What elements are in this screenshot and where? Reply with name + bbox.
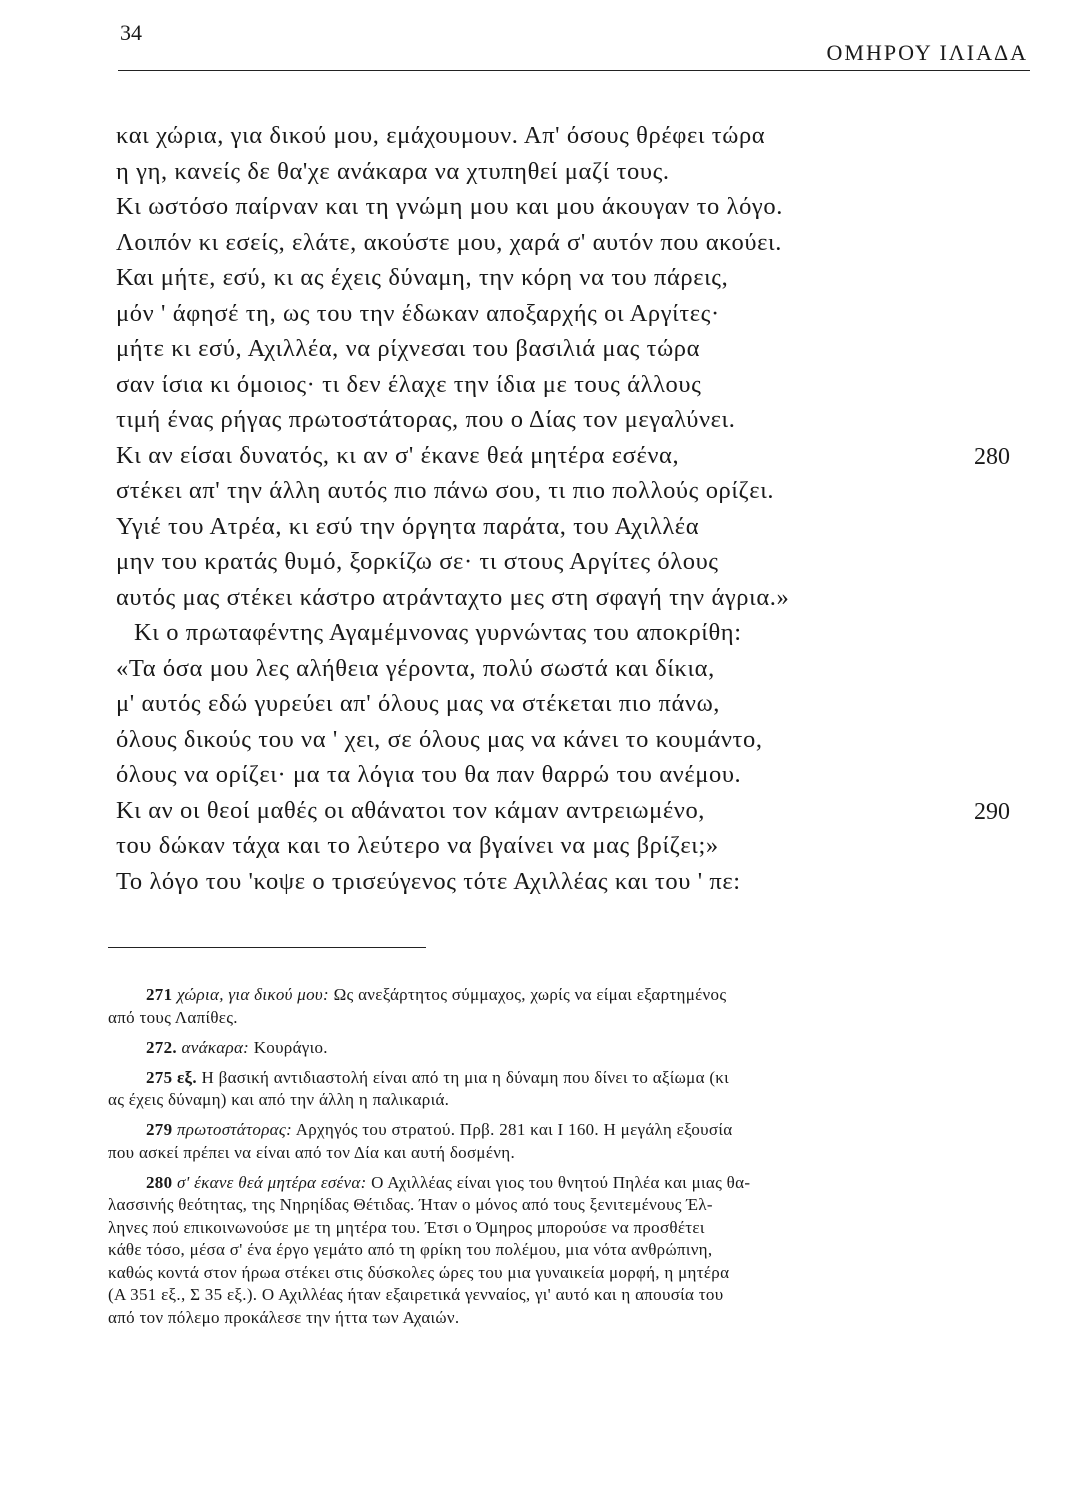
footnote-text: καθώς κοντά στον ήρωα στέκει στις δύσκολες ώρες του μια γυναικεία μορφή, η μητέρα: [108, 1262, 730, 1282]
footnote-line: [108, 1119, 946, 1142]
footnotes: [108, 984, 946, 1337]
verse-text: η γη, κανείς δε θα'χε ανάκαρα να χτυπηθεί μαζί τους.: [116, 157, 670, 185]
verse-line: [116, 260, 1016, 296]
footnote-text: Αρχηγός του στρατού. Πρβ. 281 και Ι 160. Η μεγάλη εξουσία: [295, 1120, 733, 1139]
footnote-line: [108, 1217, 946, 1240]
footnote-number: 280: [146, 1172, 173, 1192]
verse-line: [116, 402, 1016, 438]
footnote-text: Ως ανεξάρτητος σύμμαχος, χωρίς να είμαι εξαρτημένος: [333, 985, 727, 1004]
header-rule: [118, 70, 1030, 71]
verse-text: Κι ο πρωταφέντης Αγαμέμνονας γυρνώντας του αποκρίθη:: [134, 619, 742, 646]
verse-block: [116, 118, 1016, 899]
footnote-term: πρωτοστάτορας:: [176, 1120, 293, 1139]
verse-line: [116, 686, 1016, 722]
verse-line: [116, 118, 1016, 154]
footnote: [108, 1172, 946, 1330]
footnote-line: [108, 1194, 946, 1217]
running-title: ΟΜΗΡΟΥ ΙΛΙΑΔΑ: [826, 40, 1028, 65]
footnote-rule: [108, 947, 426, 948]
verse-line: [116, 544, 1016, 580]
footnote-number: 275 εξ.: [146, 1067, 197, 1087]
footnote-line: [108, 1067, 946, 1090]
footnote-line: [108, 984, 946, 1007]
verse-text: όλους να ορίζει· μα τα λόγια του θα παν θαρρώ του ανέμου.: [116, 761, 742, 788]
verse-text: όλους δικούς του να ' χει, σε όλους μας να κάνει το κουμάντο,: [116, 725, 763, 753]
verse-line: [116, 864, 1016, 900]
footnote-term: σ' έκανε θεά μητέρα εσένα:: [176, 1172, 367, 1192]
footnote-line: [108, 1172, 946, 1195]
footnote-term: ανάκαρα:: [181, 1037, 250, 1057]
verse-text: Και μήτε, εσύ, κι ας έχεις δύναμη, την κόρη να του πάρεις,: [116, 264, 729, 291]
verse-text: και χώρια, για δικού μου, εμάχουμουν. Απ' όσους θρέφει τώρα: [116, 122, 766, 149]
verse-text: Υγιέ του Ατρέα, κι εσύ την όργητα παράτα, του Αχιλλέα: [116, 512, 700, 540]
verse-line: [116, 473, 1016, 509]
footnote-number: 272.: [146, 1037, 177, 1057]
footnote-term: χώρια, για δικού μου:: [176, 985, 329, 1004]
verse-text: του δώκαν τάχα και το λεύτερο να βγαίνει να μας βρίζει;»: [116, 832, 719, 859]
verse-line: [116, 367, 1016, 403]
footnote-text: κάθε τόσο, μέσα σ' ένα έργο γεμάτο από τη φρίκη του πολέμου, μια νότα ανθρώπινη,: [108, 1240, 713, 1259]
verse-text: σαν ίσια κι όμοιος· τι δεν έλαχε την ίδια με τους άλλους: [116, 370, 702, 398]
footnote-text: Ο Αχιλλέας είναι γιος του θνητού Πηλέα και μιας θα-: [371, 1172, 751, 1192]
footnote-line: [108, 1142, 946, 1165]
line-number: 290: [974, 798, 1010, 825]
line-number: 280: [974, 443, 1010, 470]
verse-text: μην του κρατάς θυμό, ξορκίζω σε· τι στους Αργίτες όλους: [116, 548, 719, 575]
verse-text: Κι αν είσαι δυνατός, κι αν σ' έκανε θεά μητέρα εσένα,: [116, 441, 680, 469]
footnote-text: (Α 351 εξ., Σ 35 εξ.). Ο Αχιλλέας ήταν εξαιρετικά γενναίος, γι' αυτό και η απουσία του: [108, 1285, 724, 1304]
footnote-text: Κουράγιο.: [253, 1037, 328, 1057]
footnote-text: ας έχεις δύναμη) και από την άλλη η παλικαριά.: [108, 1090, 450, 1109]
verse-text: Το λόγο του 'κοψε ο τρισεύγενος τότε Αχιλλέας και του ' πε:: [116, 867, 741, 895]
verse-line: [116, 615, 1016, 651]
verse-text: Λοιπόν κι εσείς, ελάτε, ακούστε μου, χαρά σ' αυτόν που ακούει.: [116, 228, 782, 256]
verse-line: [116, 828, 1016, 864]
footnote: [108, 1037, 946, 1060]
verse-line: [116, 757, 1016, 793]
verse-text: μόν ' άφησέ τη, ως του την έδωκαν αποξαρχής οι Αργίτες·: [116, 299, 720, 327]
verse-text: μήτε κι εσύ, Αχιλλέα, να ρίχνεσαι του βασιλιά μας τώρα: [116, 335, 701, 362]
footnote-text: από τον πόλεμο προκάλεσε την ήττα των Αχαιών.: [108, 1307, 460, 1327]
footnote-line: [108, 1284, 946, 1307]
footnote-text: από τους Λαπίθες.: [108, 1007, 238, 1027]
footnote-number: 271: [146, 985, 173, 1004]
verse-line: [116, 438, 1016, 474]
footnote-line: [108, 1037, 946, 1060]
page-number: 34: [120, 20, 142, 45]
verse-line: [116, 651, 1016, 687]
verse-line: [116, 331, 1016, 367]
verse-line: [116, 580, 1016, 616]
footnote-text: λασσινής θεότητας, της Νηρηίδας Θέτιδας. Ήταν ο μόνος από τους ξενιτεμένους Έλ-: [108, 1195, 713, 1214]
footnote: [108, 1067, 946, 1112]
verse-text: μ' αυτός εδώ γυρεύει απ' όλους μας να στέκεται πιο πάνω,: [116, 690, 721, 717]
verse-text: «Τα όσα μου λες αλήθεια γέροντα, πολύ σωστά και δίκια,: [116, 654, 715, 682]
verse-line: [116, 722, 1016, 758]
verse-line: [116, 296, 1016, 332]
footnote-line: [108, 1262, 946, 1285]
footnote-text: που ασκεί πρέπει να είναι από τον Δία και αυτή δοσμένη.: [108, 1142, 516, 1162]
footnote-number: 279: [146, 1120, 173, 1139]
footnote-text: Η βασική αντιδιαστολή είναι από τη μια η δύναμη που δίνει το αξίωμα (κι: [201, 1067, 730, 1087]
footnote-line: [108, 1007, 946, 1030]
footnote-line: [108, 1089, 946, 1112]
verse-line: [116, 225, 1016, 261]
footnote-text: ληνες πού επικοινωνούσε με τη μητέρα του. Έτσι ο Όμηρος μπορούσε να προσθέτει: [108, 1217, 705, 1237]
verse-line: [116, 509, 1016, 545]
verse-line: [116, 793, 1016, 829]
verse-line: [116, 154, 1016, 190]
footnote-line: [108, 1307, 946, 1330]
verse-text: Κι αν οι θεοί μαθές οι αθάνατοι τον κάμαν αντρειωμένο,: [116, 796, 706, 824]
verse-line: [116, 189, 1016, 225]
verse-text: τιμή ένας ρήγας πρωτοστάτορας, που ο Δίας τον μεγαλύνει.: [116, 406, 736, 433]
footnote: [108, 984, 946, 1029]
footnote: [108, 1119, 946, 1164]
verse-text: Κι ωστόσο παίρναν και τη γνώμη μου και μου άκουγαν το λόγο.: [116, 193, 783, 220]
verse-text: αυτός μας στέκει κάστρο ατράνταχτο μες στη σφαγή την άγρια.»: [116, 583, 790, 611]
footnote-line: [108, 1239, 946, 1262]
verse-text: στέκει απ' την άλλη αυτός πιο πάνω σου, τι πιο πολλούς ορίζει.: [116, 477, 775, 504]
